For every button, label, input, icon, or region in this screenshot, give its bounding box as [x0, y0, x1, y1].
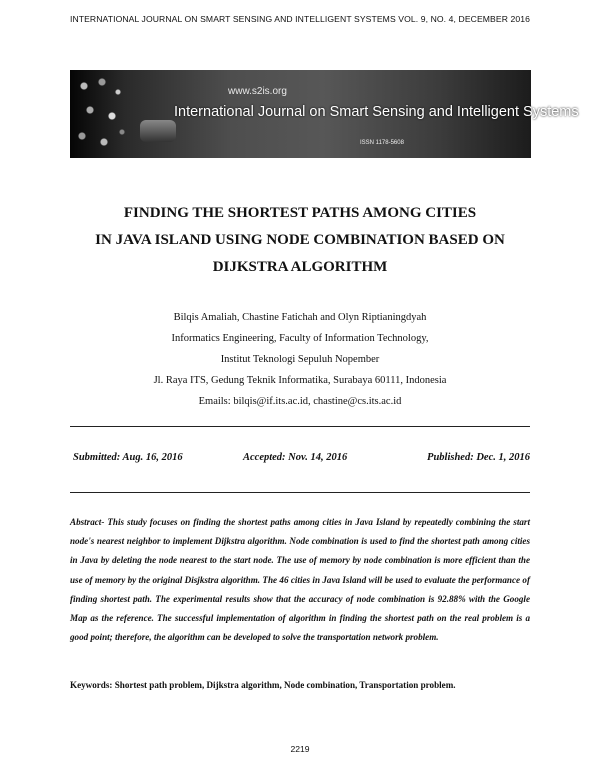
title-line: DIJKSTRA ALGORITHM	[212, 259, 388, 275]
author-emails: Emails: bilqis@if.its.ac.id, chastine@cs.its.ac.id	[198, 396, 402, 407]
affiliation-line: Institut Teknologi Sepuluh Nopember	[220, 354, 380, 365]
title-line: IN JAVA ISLAND USING NODE COMBINATION BASED ON	[95, 232, 505, 248]
banner-issn: ISSN 1178-5608	[360, 140, 404, 146]
affiliation-line: Jl. Raya ITS, Gedung Teknik Informatika, Surabaya 60111, Indonesia	[153, 375, 447, 386]
banner-chip-graphic	[140, 120, 176, 142]
divider-bottom	[70, 492, 530, 493]
title-line: FINDING THE SHORTEST PATHS AMONG CITIES	[123, 205, 477, 221]
abstract: Abstract- This study focuses on finding the shortest paths among cities in Java Island by repeatedly combining the start node's nearest neighbor to implement Dijkstra algorithm. Node combination is used to find the shortest path among cities in Java by deleting the node nearest to the start node. The use of memory by node combination is more efficient than the use of memory by the original Disjkstra algorithm. The 46 cities in Java Island will be used to evaluate the performance of finding shortest path. The experimental results show that the accuracy of node combination is 92.88% with the Google Map as the reference. The successful implementation of algorithm in finding the shortest path on the real problem is a good point; therefore, the algorithm can be developed to solve the transportation network problem.	[70, 517, 530, 643]
divider-top	[70, 426, 530, 427]
page-number: 2219	[290, 744, 310, 754]
banner-journal-name: International Journal on Smart Sensing and Intelligent Systems	[174, 104, 579, 120]
author-names: Bilqis Amaliah, Chastine Fatichah and Olyn Riptianingdyah	[173, 312, 427, 323]
banner-decoration	[70, 70, 130, 158]
accepted-date: Accepted: Nov. 14, 2016	[243, 452, 348, 463]
published-date: Published: Dec. 1, 2016	[427, 452, 530, 463]
banner-url: www.s2is.org	[228, 86, 287, 97]
journal-banner	[70, 70, 579, 158]
paper-title	[0, 200, 600, 281]
author-block	[0, 307, 600, 412]
keywords: Keywords: Shortest path problem, Dijkstra algorithm, Node combination, Transportation problem.	[70, 680, 456, 690]
affiliation-line: Informatics Engineering, Faculty of Information Technology,	[171, 333, 429, 344]
running-head: INTERNATIONAL JOURNAL ON SMART SENSING AND INTELLIGENT SYSTEMS VOL. 9, NO. 4, DECEMBER 2016	[69, 14, 531, 24]
submitted-date: Submitted: Aug. 16, 2016	[73, 452, 183, 463]
